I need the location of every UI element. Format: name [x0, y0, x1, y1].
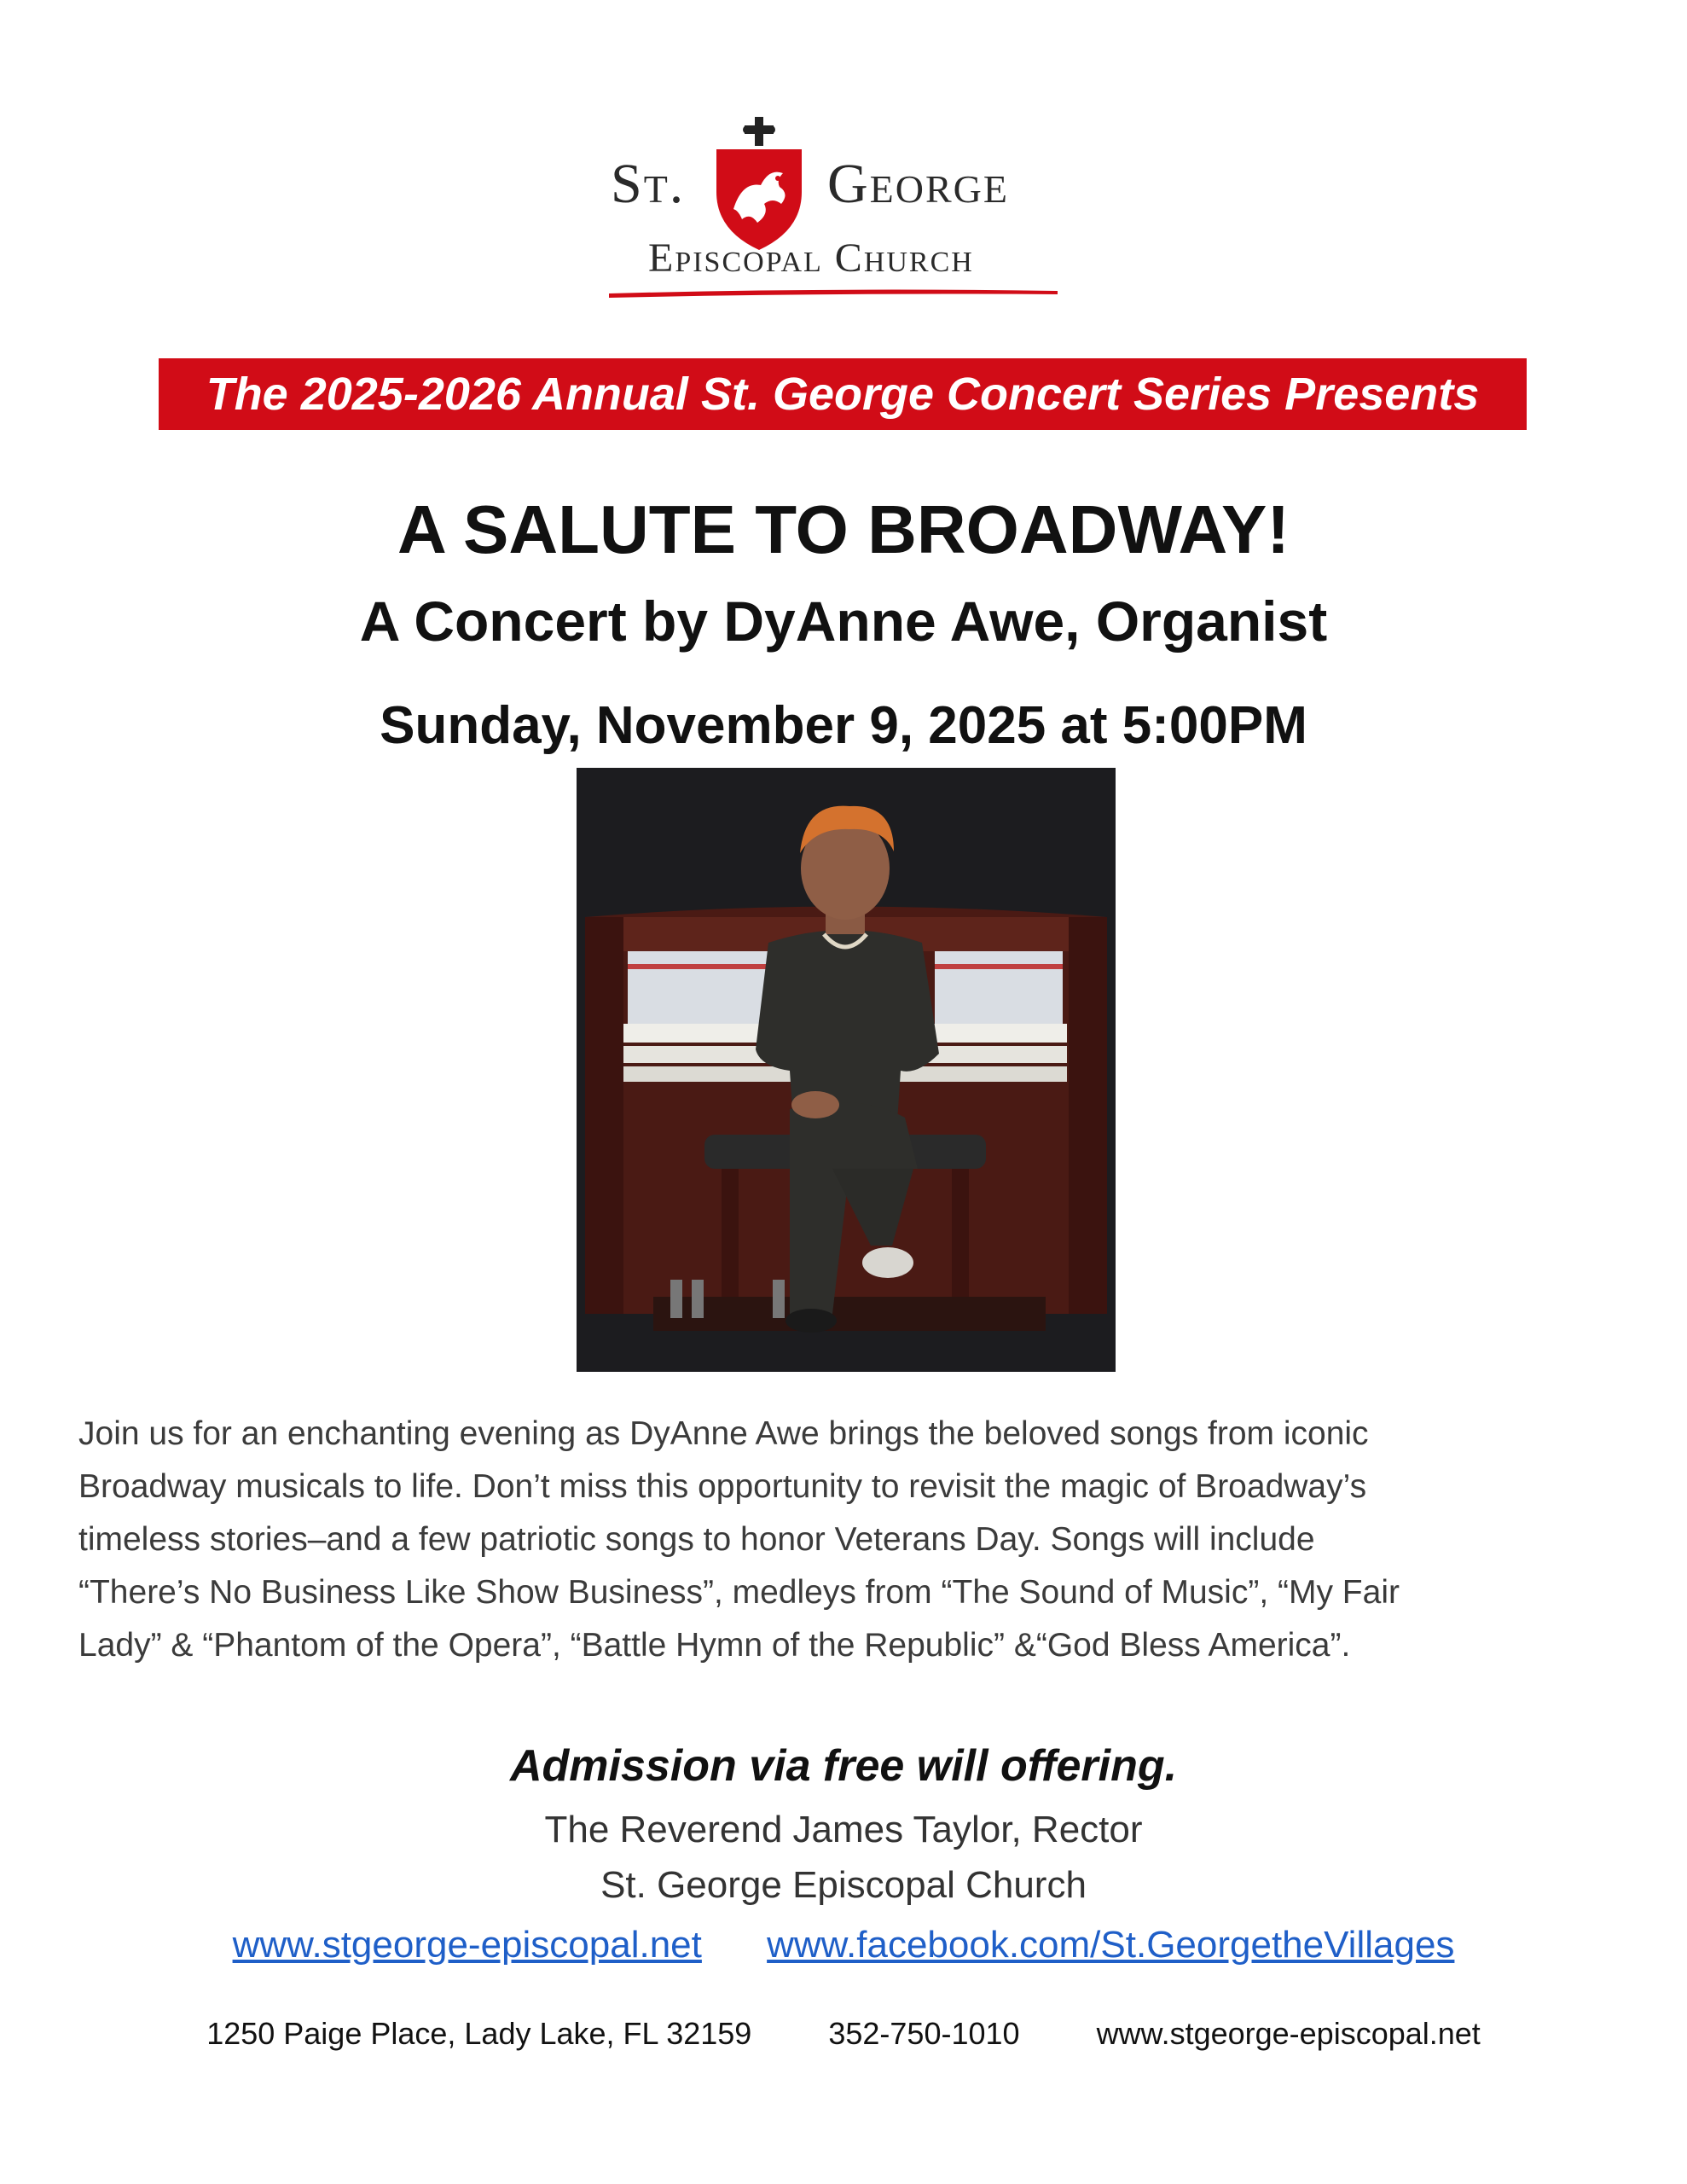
rector-line: The Reverend James Taylor, Rector: [544, 1809, 1143, 1850]
logo-underline: [607, 286, 1059, 299]
footer-phone: 352-750-1010: [828, 2016, 1020, 2051]
admission-note: Admission via free will offering.: [509, 1741, 1178, 1791]
description-line: timeless stories–and a few patriotic songs to honor Veterans Day. Songs will include: [78, 1521, 1315, 1558]
event-title: A SALUTE TO BROADWAY!: [397, 491, 1290, 567]
organist-photo: [577, 768, 1116, 1372]
logo-word-right: George: [827, 153, 1009, 215]
logo-word-left: St.: [611, 153, 686, 215]
event-description: [78, 1408, 1614, 1672]
footer: [0, 2016, 1687, 2052]
description-line: Broadway musicals to life. Don’t miss this opportunity to revisit the magic of Broadway’s: [78, 1468, 1367, 1505]
description-line: Join us for an enchanting evening as DyAnne Awe brings the beloved songs from iconic: [78, 1415, 1369, 1452]
event-subtitle: A Concert by DyAnne Awe, Organist: [359, 590, 1328, 653]
description-line: Lady” & “Phantom of the Opera”, “Battle Hymn of the Republic” &“God Bless America”.: [78, 1627, 1351, 1664]
organ-illustration: [577, 768, 1116, 1372]
dragon-shield-icon: [708, 115, 810, 252]
footer-website: www.stgeorge-episcopal.net: [1096, 2016, 1481, 2051]
description-line: “There’s No Business Like Show Business”, medleys from “The Sound of Music”, “My Fair: [78, 1574, 1400, 1611]
footer-address: 1250 Paige Place, Lady Lake, FL 32159: [206, 2016, 752, 2051]
website-link[interactable]: www.stgeorge-episcopal.net: [232, 1924, 702, 1966]
facebook-link[interactable]: www.facebook.com/St.GeorgetheVillages: [767, 1924, 1455, 1966]
logo-tagline: Episcopal Church: [648, 235, 974, 281]
church-name: St. George Episcopal Church: [600, 1864, 1087, 1906]
event-date: Sunday, November 9, 2025 at 5:00PM: [380, 696, 1307, 755]
link-row: [0, 1924, 1687, 1966]
series-banner: The 2025-2026 Annual St. George Concert Series Presents: [159, 358, 1527, 430]
